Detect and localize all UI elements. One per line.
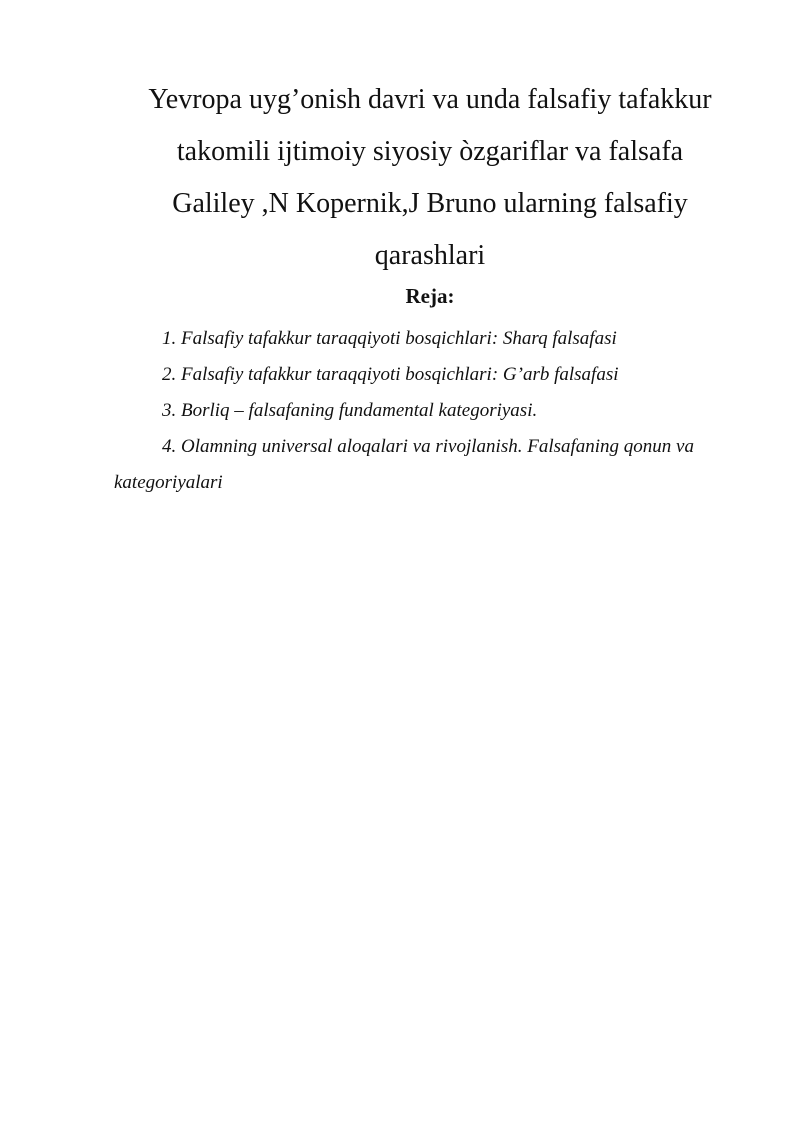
plan-item: 4. Olamning universal aloqalari va rivojlanish. Falsafaning qonun va kategoriyalari <box>114 436 694 493</box>
title-line: Yevropa uyg’onish davri va unda falsafiy tafakkur <box>148 84 712 115</box>
document-title <box>100 74 760 282</box>
title-line: qarashlari <box>374 240 486 271</box>
title-line: takomili ijtimoiy siyosiy òzgariflar va falsafa <box>176 136 684 167</box>
plan-list <box>114 321 754 501</box>
plan-item: 1. Falsafiy tafakkur taraqqiyoti bosqichlari: Sharq falsafasi <box>162 328 617 349</box>
plan-item: 2. Falsafiy tafakkur taraqqiyoti bosqichlari: G’arb falsafasi <box>162 364 619 385</box>
plan-heading: Reja: <box>405 284 455 308</box>
title-line: Galiley ,N Kopernik,J Bruno ularning falsafiy <box>172 188 688 219</box>
plan-item: 3. Borliq – falsafaning fundamental kategoriyasi. <box>162 400 538 421</box>
